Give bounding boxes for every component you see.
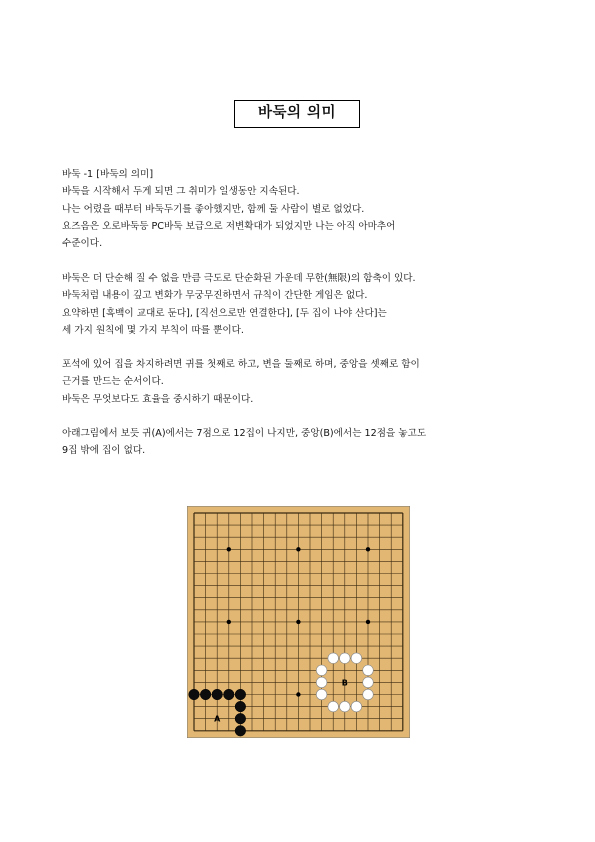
star-point	[227, 620, 231, 624]
text-line: 나는 어렸을 때부터 바둑두기를 좋아했지만, 함께 둘 사람이 별로 없었다.	[62, 203, 365, 215]
white-stone	[328, 701, 339, 712]
black-stone	[235, 726, 246, 737]
paragraph-example	[62, 425, 542, 460]
white-stone	[340, 701, 351, 712]
white-stone	[316, 677, 327, 688]
board-label: B	[341, 678, 348, 688]
text-line: 9집 밖에 집이 없다.	[62, 445, 146, 457]
text-line: 요약하면 [흑백이 교대로 둔다], [직선으로만 연결한다], [두 집이 나야 산다]는	[62, 307, 387, 319]
text-line: 바둑은 더 단순해 질 수 없을 만큼 극도로 단순화된 가운데 무한(無限)의 함축이 있다.	[62, 273, 416, 284]
text-line: 수준이다.	[62, 238, 103, 250]
white-stone	[351, 701, 362, 712]
board-label: A	[214, 714, 221, 724]
black-stone	[235, 713, 246, 724]
star-point	[296, 692, 300, 696]
star-point	[296, 547, 300, 551]
go-board-figure	[187, 506, 410, 738]
star-point	[227, 547, 231, 551]
text-line: 세 가지 원칙에 몇 가지 부칙이 따를 뿐이다.	[62, 324, 244, 336]
text-line: 포석에 있어 집을 차지하려면 귀를 첫째로 하고, 변을 둘째로 하며, 중앙을 셋째로 함이	[62, 359, 420, 370]
white-stone	[363, 665, 374, 676]
paragraph-intro	[62, 166, 542, 252]
star-point	[296, 620, 300, 624]
white-stone	[316, 665, 327, 676]
white-stone	[340, 653, 351, 664]
black-stone	[200, 689, 211, 700]
white-stone	[363, 689, 374, 700]
white-stone	[328, 653, 339, 664]
star-point	[366, 547, 370, 551]
text-line: 바둑을 시작해서 두게 되면 그 취미가 일생동안 지속된다.	[62, 186, 300, 198]
star-point	[366, 620, 370, 624]
white-stone	[363, 677, 374, 688]
text-line: 바둑처럼 내용이 깊고 변화가 무궁무진하면서 규칙이 간단한 게임은 없다.	[62, 290, 368, 302]
black-stone	[224, 689, 235, 700]
black-stone	[212, 689, 223, 700]
black-stone	[235, 701, 246, 712]
text-line: 바둑은 무엇보다도 효율을 중시하기 때문이다.	[62, 393, 254, 405]
text-line: 요즈음은 오로바둑등 PC바둑 보급으로 저변확대가 되었지만 나는 아직 아마추어	[62, 220, 396, 232]
white-stone	[316, 689, 327, 700]
black-stone	[189, 689, 200, 700]
text-line: 바둑 -1 [바둑의 의미]	[62, 169, 154, 180]
black-stone	[235, 689, 246, 700]
text-line: 근거를 만드는 순서이다.	[62, 376, 164, 388]
white-stone	[351, 653, 362, 664]
text-line: 아래그림에서 보듯 귀(A)에서는 7점으로 12집이 나지만, 중앙(B)에서는 12점을 놓고도	[62, 428, 427, 439]
go-board	[187, 506, 410, 738]
paragraph-rules	[62, 270, 542, 339]
paragraph-opening	[62, 356, 542, 408]
page-title: 바둑의 의미	[234, 100, 360, 128]
